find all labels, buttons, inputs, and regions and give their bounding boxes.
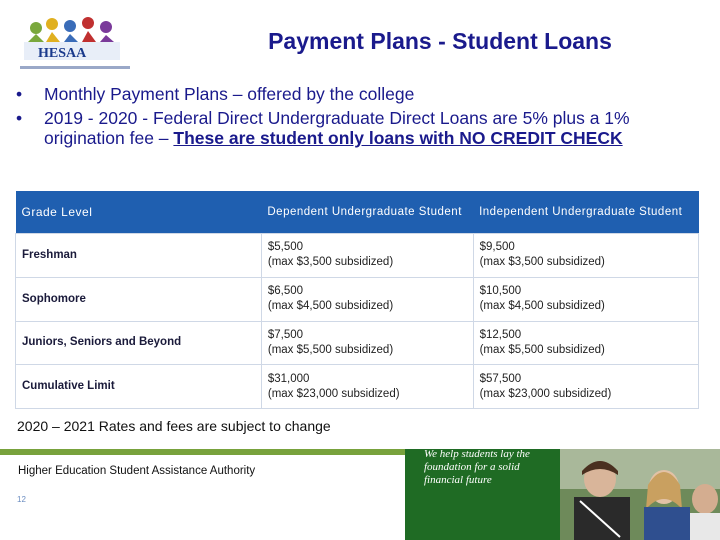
- subsidized-note: (max $5,500 subsidized): [267, 343, 394, 356]
- rates-note: 2020 – 2021 Rates and fees are subject to change: [17, 418, 331, 434]
- svg-text:HESAA: HESAA: [38, 46, 87, 61]
- amount: $7,500: [267, 328, 304, 341]
- bullet-text: Monthly Payment Plans – offered by the college: [44, 84, 415, 104]
- subsidized-note: (max $23,000 subsidized): [479, 387, 612, 400]
- grade-cell: Freshman: [16, 234, 262, 278]
- dependent-cell: [261, 277, 473, 321]
- amount: $5,500: [267, 241, 304, 254]
- bullet-dot: •: [16, 84, 23, 104]
- subsidized-note: (max $4,500 subsidized): [267, 300, 394, 313]
- bullet-list: [16, 84, 706, 152]
- slide-title: Payment Plans - Student Loans: [268, 28, 612, 54]
- grade-cell: Sophomore: [16, 277, 262, 321]
- bullet-item: [16, 84, 706, 104]
- amount: $9,500: [479, 241, 515, 254]
- bullet-text: 2019 - 2020 - Federal Direct Undergraduate Direct Loans are 5% plus a 1% origination fee –: [44, 108, 630, 148]
- table-row: [16, 234, 699, 278]
- bullet-emphasis: These are student only loans with NO CREDIT CHECK: [173, 128, 623, 148]
- grade-cell: Juniors, Seniors and Beyond: [16, 321, 262, 365]
- table-row: [16, 365, 699, 409]
- hesaa-logo: [16, 14, 134, 74]
- table-row: [16, 277, 699, 321]
- independent-cell: [473, 365, 698, 409]
- header-grade-level: Grade Level: [16, 191, 262, 234]
- subsidized-note: (max $4,500 subsidized): [479, 300, 605, 313]
- footer-tagline: We help students lay the foundation for a solid financial future: [424, 448, 530, 486]
- dependent-cell: [261, 365, 473, 409]
- amount: $57,500: [479, 372, 522, 385]
- amount: $31,000: [267, 372, 310, 385]
- independent-cell: [473, 277, 698, 321]
- subsidized-note: (max $5,500 subsidized): [479, 343, 605, 356]
- footer-org-name: Higher Education Student Assistance Authority: [18, 465, 256, 477]
- bullet-dot: •: [16, 108, 23, 128]
- dependent-cell: [261, 321, 473, 365]
- students-photo: [560, 449, 720, 540]
- dependent-cell: [261, 234, 473, 278]
- bullet-item: [16, 108, 706, 148]
- independent-cell: [473, 321, 698, 365]
- amount: $12,500: [479, 328, 522, 341]
- subsidized-note: (max $23,000 subsidized): [267, 387, 400, 400]
- subsidized-note: (max $3,500 subsidized): [479, 256, 605, 269]
- footer-stripe: [0, 449, 405, 453]
- amount: $6,500: [267, 285, 304, 298]
- table-row: [16, 321, 699, 365]
- grade-cell: Cumulative Limit: [16, 365, 262, 409]
- page-number: 12: [17, 495, 26, 504]
- loan-table: [15, 191, 699, 409]
- subsidized-note: (max $3,500 subsidized): [267, 256, 394, 269]
- independent-cell: [473, 234, 698, 278]
- header-independent: Independent Undergraduate Student: [473, 191, 698, 234]
- amount: $10,500: [479, 285, 522, 298]
- table-header-row: [16, 191, 699, 234]
- header-dependent: Dependent Undergraduate Student: [261, 191, 473, 234]
